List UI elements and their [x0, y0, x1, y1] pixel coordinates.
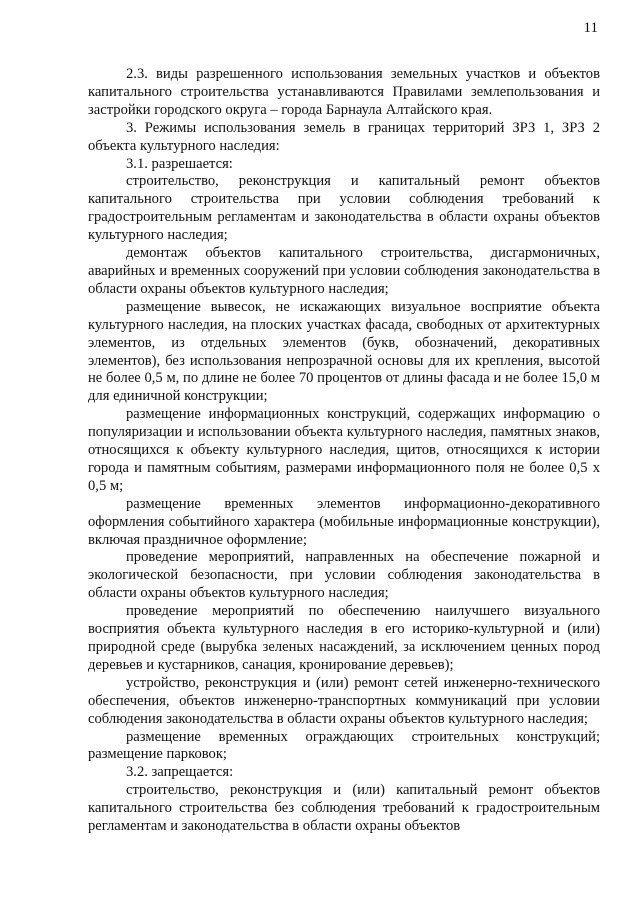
paragraph-info-structures: размещение информационных конструкций, содержащих информацию о популяризации и использовании объекта культурного наследия, памятных знаков, относящихся к объекту культурного наследия, щитов, относящихся к истории города и памятным событиям, размерами информационного поля не более 0,5 х 0,5 м; — [88, 406, 600, 494]
paragraph-3-1-heading: 3.1. разрешается: — [126, 155, 233, 172]
page-number: 11 — [583, 20, 598, 36]
paragraph-signage: размещение вывесок, не искажающих визуальное восприятие объекта культурного наследия, на плоских участках фасада, свободных от архитектурных элементов, из отдельных элементов (букв, обозначений, декоративных элементов), без использования непрозрачной основы для их крепления, высотой не более 0,5 м, по длине не более 70 процентов от длины фасада и не более 15,0 м для единичной конструкции; — [88, 298, 600, 405]
paragraph-3-2-heading: 3.2. запрещается: — [126, 764, 234, 781]
paragraph-construction-prohibited: строительство, реконструкция и (или) капитальный ремонт объектов капитального строительства без соблюдения требований к градостроительным регламентам и законодательства в области охраны объектов — [88, 782, 600, 835]
paragraph-visual-perception: проведение мероприятий по обеспечению наилучшего визуального восприятия объекта культурного наследия в его историко-культурной и (или) природной среде (вырубка зеленых насаждений, за исключением ценных пород деревьев и кустарников, санация, кронирование деревьев); — [88, 603, 600, 673]
document-body — [88, 66, 600, 836]
paragraph-temporary-fences: размещение временных ограждающих строительных конструкций; размещение парковок; — [88, 728, 600, 763]
paragraph-3-heading: 3. Режимы использования земель в границах территорий ЗРЗ 1, ЗРЗ 2 объекта культурного наследия: — [88, 119, 600, 154]
paragraph-2-3: 2.3. виды разрешенного использования земельных участков и объектов капитального строительства устанавливаются Правилами землепользования и застройки городского округа – города Барнаула Алтайского края. — [88, 66, 600, 118]
paragraph-temporary-decor: размещение временных элементов информационно-декоративного оформления событийного характера (мобильные информационные конструкции), включая праздничное оформление; — [88, 495, 600, 548]
paragraph-safety-measures: проведение мероприятий, направленных на обеспечение пожарной и экологической безопасности, при условии соблюдения законодательства в области охраны объектов культурного наследия; — [88, 549, 600, 602]
paragraph-engineering-networks: устройство, реконструкция и (или) ремонт сетей инженерно-технического обеспечения, объектов инженерно-транспортных коммуникаций при условии соблюдения законодательства в области охраны объектов культурного наследия; — [88, 674, 600, 727]
paragraph-construction-allowed: строительство, реконструкция и капитальный ремонт объектов капитального строительства при условии соблюдения требований к градостроительным регламентам и законодательства в области охраны объектов культурного наследия; — [88, 173, 600, 244]
paragraph-demolition: демонтаж объектов капитального строительства, дисгармоничных, аварийных и временных сооружений при условии соблюдения законодательства в области охраны объектов культурного наследия; — [88, 245, 600, 297]
